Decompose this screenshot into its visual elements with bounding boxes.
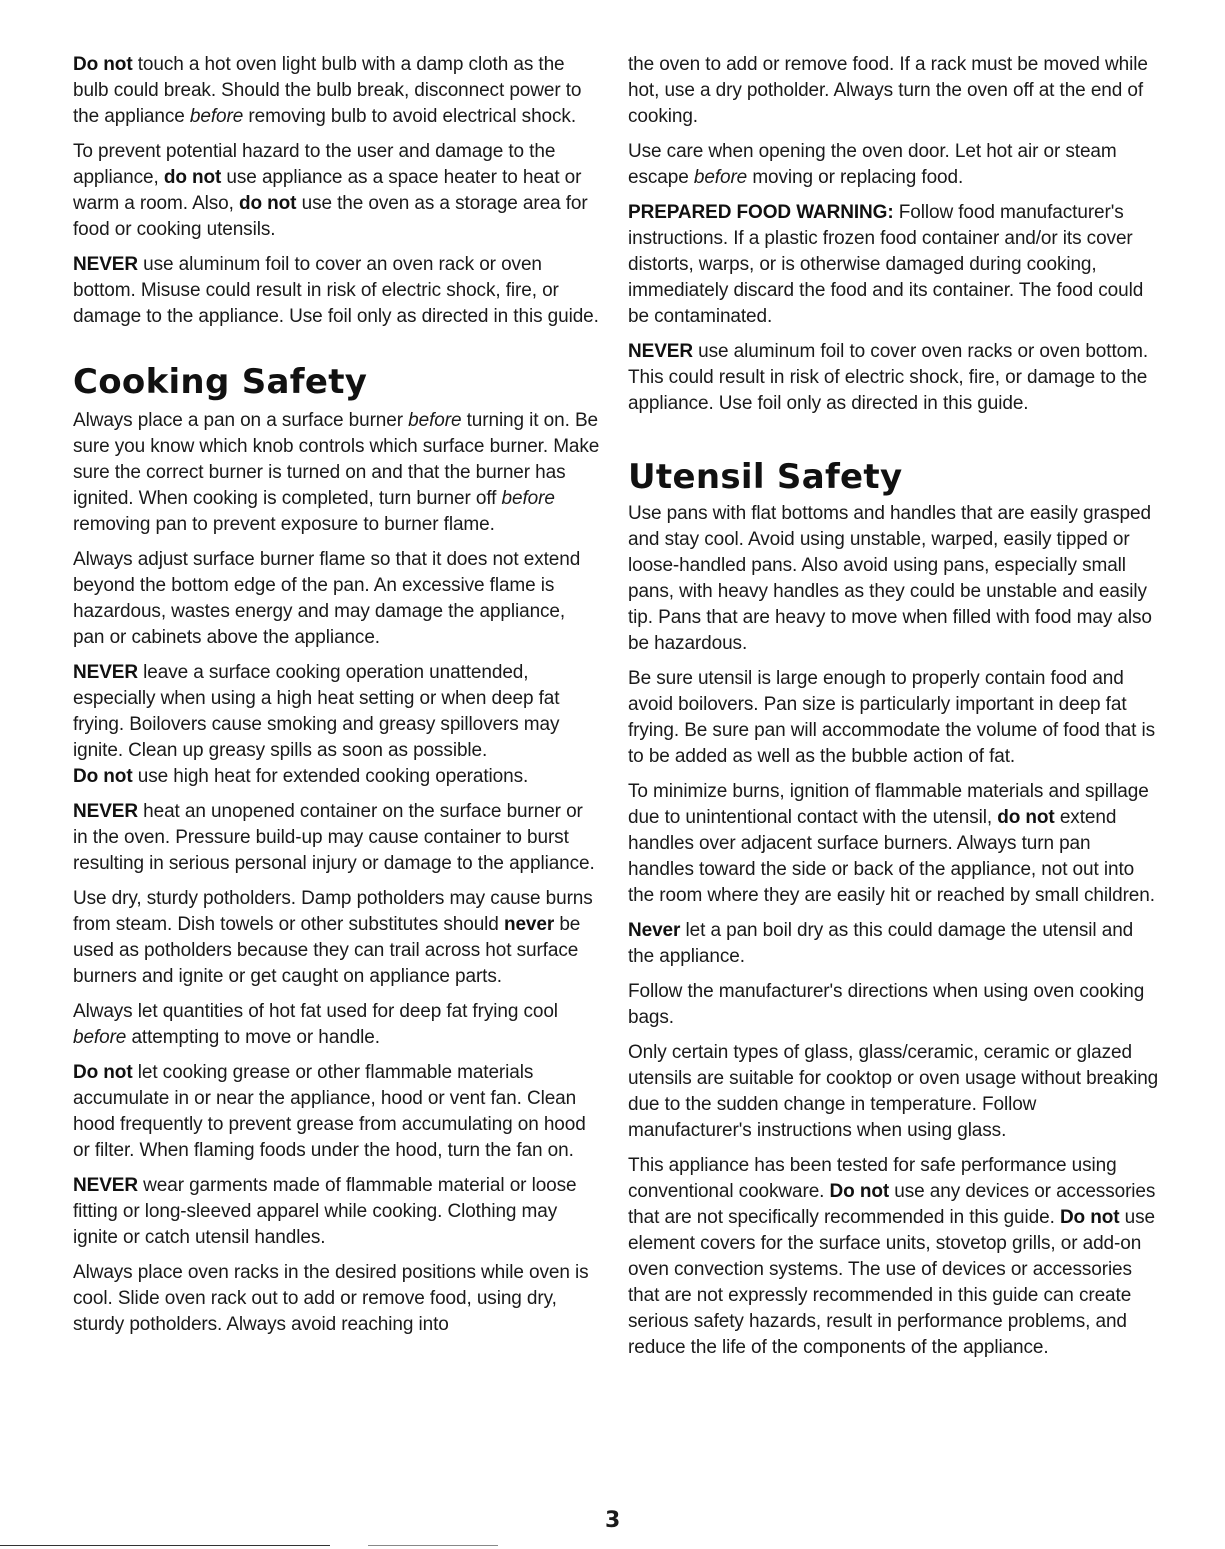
paragraph-aluminum-foil-racks — [628, 339, 1160, 417]
emphasis-never: NEVER — [73, 1175, 138, 1196]
paragraph-text: Follow food manufacturer's instructions. If a plastic frozen food container and/or its cover distorts, warps, or is otherwise damaged during cooking, immediately discard the food and its container. The food could be contaminated. — [628, 202, 1144, 327]
paragraph-cooking-bags: Follow the manufacturer's directions when using oven cooking bags. — [628, 981, 1145, 1028]
emphasis-do-not: Do not — [829, 1181, 890, 1202]
paragraph-flat-bottoms: Use pans with flat bottoms and handles that are easily grasped and stay cool. Avoid using unstable, warped, easily tipped or loose-handled pans. Also avoid using pans, especially small pans, with heavy handles as they could be unstable and easily tip. Pans that are heavy to move when filled with food may also be hazardous. — [628, 503, 1152, 654]
emphasis-do-not: Do not — [1059, 1207, 1120, 1228]
paragraph-text: let cooking grease or other flammable materials accumulate in or near the appliance, hood or vent fan. Clean hood frequently to prevent grease from accumulating on hood or filter. When flaming foods under the hood, turn the fan on. — [73, 1062, 586, 1161]
italic-before: before — [693, 167, 748, 188]
emphasis-do-not: do not — [163, 167, 222, 188]
paragraph-aluminum-foil — [73, 252, 601, 330]
paragraph-hot-fat — [73, 999, 601, 1051]
paragraph-text: use aluminum foil to cover an oven rack or oven bottom. Misuse could result in risk of electric shock, fire, or damage to the appliance. Use foil only as directed in this guide. — [73, 254, 599, 327]
emphasis-never: NEVER — [73, 254, 138, 275]
paragraph-text: Use dry, sturdy potholders. Damp potholders may cause burns from steam. Dish towels or other substitutes should — [73, 888, 593, 935]
heading-utensil-safety: Utensil Safety — [628, 457, 903, 497]
paragraph-oven-door — [628, 139, 1160, 191]
footer-rule-short — [368, 1545, 498, 1546]
paragraph-unopened-container — [73, 799, 601, 877]
paragraph-text: moving or replacing food. — [747, 167, 964, 188]
emphasis-never: NEVER — [73, 662, 138, 683]
paragraph-text: extend handles over adjacent surface burners. Always turn pan handles toward the side or back of the appliance, not out into the room where they are easily hit or reached by small children. — [628, 807, 1155, 906]
paragraph-text: use appliance as a space heater to heat or warm a room. Also, — [73, 167, 582, 214]
paragraph-text: Always place a pan on a surface burner — [73, 410, 409, 431]
paragraph-boil-dry — [628, 918, 1160, 970]
emphasis-prepared-food-warning: PREPARED FOOD WARNING: — [628, 202, 894, 223]
paragraph-glass-utensils: Only certain types of glass, glass/ceramic, ceramic or glazed utensils are suitable for cooktop or oven usage without breaking due to the sudden change in temperature. Follow manufacturer's instructions when using glass. — [628, 1042, 1159, 1141]
emphasis-do-not: Do not — [73, 1062, 133, 1083]
emphasis-never: Never — [628, 920, 681, 941]
italic-before: before — [501, 488, 555, 509]
paragraph-text: heat an unopened container on the surface burner or in the oven. Pressure build-up may cause container to burst resulting in serious personal injury or damage to the appliance. — [73, 801, 595, 874]
left-column — [73, 52, 601, 1347]
paragraph-potholders — [73, 886, 601, 990]
paragraph-place-pan — [73, 408, 601, 538]
paragraph-text: use high heat for extended cooking operations. — [132, 766, 529, 787]
paragraph-cooking-grease — [73, 1060, 601, 1164]
paragraph-prepared-food-warning — [628, 200, 1160, 330]
paragraph-text: touch a hot oven light bulb with a damp cloth as the bulb could break. Should the bulb break, disconnect power to the appliance — [73, 54, 582, 127]
paragraph-text: This appliance has been tested for safe performance using conventional cookware. — [628, 1155, 1117, 1202]
paragraph-garments — [73, 1173, 601, 1251]
paragraph-text: leave a surface cooking operation unattended, especially when using a high heat setting or when deep fat frying. Boilovers cause smoking and greasy spillovers may ignite. Clean up greasy spills as soon as possible. — [73, 662, 560, 761]
heading-cooking-safety: Cooking Safety — [73, 362, 368, 402]
italic-before: before — [73, 1027, 127, 1048]
paragraph-burner-flame: Always adjust surface burner flame so that it does not extend beyond the bottom edge of the pan. An excessive flame is hazardous, wastes energy and may damage the appliance, pan or cabinets above the appliance. — [73, 549, 581, 648]
paragraph-text: To minimize burns, ignition of flammable materials and spillage due to unintentional contact with the utensil, — [628, 781, 1149, 828]
paragraph-pan-handles — [628, 779, 1160, 909]
paragraph-utensil-size: Be sure utensil is large enough to properly contain food and avoid boilovers. Pan size is particularly important in deep fat frying. Be sure pan will accommodate the volume of food that is to be added as well as the bubble action of fat. — [628, 668, 1156, 767]
paragraph-text: removing bulb to avoid electrical shock. — [243, 106, 576, 127]
footer-rule — [0, 1545, 330, 1546]
paragraph-conventional-cookware — [628, 1153, 1160, 1361]
paragraph-text: be used as potholders because they can trail across hot surface burners and ignite or get caught on appliance parts. — [73, 914, 581, 987]
paragraph-text: attempting to move or handle. — [126, 1027, 380, 1048]
paragraph-space-heater — [73, 139, 601, 243]
emphasis-never: NEVER — [628, 341, 693, 362]
paragraph-light-bulb — [73, 52, 601, 130]
paragraph-text: use element covers for the surface units, stovetop grills, or add-on oven convection systems. The use of devices or accessories that are not expressly recommended in this guide can create serious safety hazards, result in performance problems, and reduce the life of the components of the appliance. — [628, 1207, 1155, 1358]
italic-before: before — [408, 410, 462, 431]
paragraph-oven-racks: Always place oven racks in the desired positions while oven is cool. Slide oven rack out to add or remove food, using dry, sturdy potholders. Always avoid reaching into — [73, 1262, 589, 1335]
paragraph-text: Use care when opening the oven door. Let hot air or steam escape — [628, 141, 1117, 188]
paragraph-text: Always let quantities of hot fat used for deep fat frying cool — [73, 1001, 558, 1022]
emphasis-do-not: Do not — [73, 766, 133, 787]
paragraph-rack-continued: the oven to add or remove food. If a rack must be moved while hot, use a dry potholder. Always turn the oven off at the end of cooking. — [628, 54, 1148, 127]
paragraph-high-heat — [73, 764, 601, 790]
emphasis-do-not: do not — [997, 807, 1055, 828]
emphasis-do-not: Do not — [73, 54, 133, 75]
paragraph-text: wear garments made of flammable material or loose fitting or long-sleeved apparel while cooking. Clothing may ignite or catch utensil handles. — [73, 1175, 577, 1248]
paragraph-text: To prevent potential hazard to the user and damage to the appliance, — [73, 141, 556, 188]
emphasis-never: never — [503, 914, 555, 935]
paragraph-text: let a pan boil dry as this could damage the utensil and the appliance. — [628, 920, 1134, 967]
paragraph-text: turning it on. Be sure you know which knob controls which surface burner. Make sure the correct burner is turned on and that the burner has ignited. When cooking is completed, turn burner off — [73, 410, 600, 509]
paragraph-text: use aluminum foil to cover oven racks or oven bottom. This could result in risk of electric shock, fire, or damage to the appliance. Use foil only as directed in this guide. — [628, 341, 1149, 414]
italic-before: before — [189, 106, 244, 127]
emphasis-never: NEVER — [73, 801, 138, 822]
paragraph-text: use the oven as a storage area for food or cooking utensils. — [73, 193, 588, 240]
right-column — [628, 52, 1160, 1370]
emphasis-do-not: do not — [238, 193, 297, 214]
paragraph-text: use any devices or accessories that are not specifically recommended in this guide. — [628, 1181, 1156, 1228]
paragraph-unattended — [73, 660, 601, 764]
page-number: 3 — [605, 1508, 621, 1533]
paragraph-text: removing pan to prevent exposure to burner flame. — [73, 514, 495, 535]
